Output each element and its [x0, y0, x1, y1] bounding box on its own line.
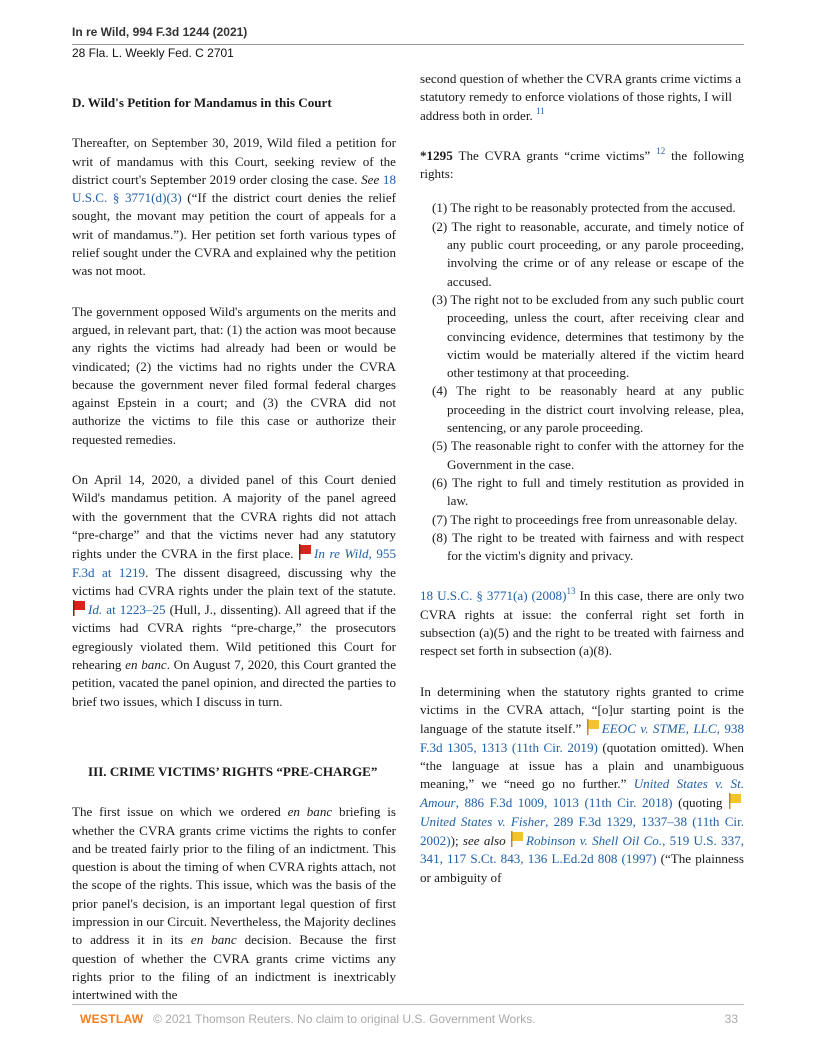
red-flag-icon[interactable] [72, 600, 86, 616]
text: The CVRA grants “crime victims” [458, 147, 651, 163]
citation-link[interactable]: United States v. Fisher, 289 F.3d 1329, 1337–38 (11th Cir. 2002) [420, 813, 744, 848]
footnote-link[interactable]: 11 [536, 105, 545, 116]
italic-term: en banc [287, 804, 333, 820]
footer-divider [72, 1004, 744, 1005]
citation-link[interactable]: Id. at 1223–25 [88, 602, 166, 618]
text: (“The plainness or ambiguity of [420, 851, 744, 885]
list-item: (3) The right not to be excluded from any such public court proceeding, unless the court, after receiving clear and convincing evidence, determines that testimony by the victim would be materially altered if the victim heard other testimony at that proceeding. [432, 291, 744, 381]
footer [72, 1012, 744, 1028]
section-heading-iii: III. CRIME VICTIMS’ RIGHTS “PRE-CHARGE” [88, 763, 378, 779]
copyright-notice: © 2021 Thomson Reuters. No claim to original U.S. Government Works. [153, 1012, 536, 1026]
yellow-flag-icon[interactable] [510, 831, 524, 847]
text: In determining when the statutory rights granted to crime victims in the CVRA attach, “[o]ur starting point is the language of the statute itself.” [420, 683, 744, 737]
document-title: In re Wild, 994 F.3d 1244 (2021) [72, 25, 248, 39]
paragraph [420, 587, 744, 660]
footnote-link[interactable]: 12 [656, 145, 666, 156]
citation-link[interactable]: In re Wild, 955 F.3d at 1219 [72, 546, 396, 580]
paragraph: The government opposed Wild's arguments on the merits and argued, in relevant part, that: (1) the action was moot because any rights the victims had already had been or would be vindicated; (2) the victims had no rights under the CVRA because the government never filed formal federal charges against Epstein in a court; and (3) the CVRA did not authorize the victims to file this case or authorize their requested remedies. [72, 303, 396, 447]
text: (quoting [678, 795, 723, 811]
text: Thereafter, on September 30, 2019, Wild filed a petition for writ of mandamus with this Court, seeking review of the district court's September 2019 order closing the case. [72, 135, 396, 187]
text: In this case, there are only two CVRA rights at issue: the conferral right set forth in subsection (a)(5) and the right to be treated with fairness and respect set forth in subsection (a)(8). [420, 588, 745, 659]
paragraph: In determining when the statutory rights granted to crime victims in the CVRA attach, “[o]ur starting point is the language of the statute itself.” EEOC v. STME, LLC, 938 F.3d 1305, 1313 (11th Cir. 2019) (quotation omitted). When “the language at issue has a plain and unambiguous meaning,” we “need go no further.” United States v. St. Amour, 886 F.3d 1009, 1013 (11th Cir. 2018) (quoting United States v. Fisher, 289 F.3d 1329, 1337–38 (11th Cir. 2002)); see also Robinson v. Shell Oil Co., 519 U.S. 337, 341, 117 S.Ct. 843, 136 L.Ed.2d 808 (1997) (“The plainness or ambiguity of [420, 683, 745, 885]
left-column [72, 70, 396, 1004]
paragraph [72, 803, 396, 1004]
text: (“If the district court denies the relief sought, the movant may petition the court of appeals for a writ of mandamus.”). Her petition set forth various types of relief sought under the CVRA and explained why the petition was not moot. [72, 190, 396, 279]
citation-link[interactable]: EEOC v. STME, LLC, 938 F.3d 1305, 1313 (11th Cir. 2019) [420, 721, 744, 755]
signal-see: See [361, 171, 380, 187]
text: decision. Because the first question of whether the CVRA grants crime victims any rights prior to the filing of an indictment is inextricably intertwined with the [72, 932, 396, 1003]
star-page-marker: *1295 [420, 147, 453, 163]
italic-term: en banc [190, 932, 237, 948]
italic-term: en banc [125, 657, 167, 673]
list-item: (1) The right to be reasonably protected from the accused. [432, 200, 736, 216]
paragraph [72, 134, 396, 280]
text: . On August 7, 2020, this Court granted the petition, vacated the panel opinion, and directed the parties to brief two issues, which I discuss in turn. [72, 657, 397, 709]
list-item: (8) The right to be treated with fairness and with respect for the victim's dignity and privacy. [432, 529, 744, 564]
red-flag-icon[interactable] [298, 544, 312, 560]
list-item: (5) The reasonable right to confer with the attorney for the Government in the case. [432, 438, 744, 472]
text: ; [454, 832, 459, 848]
yellow-flag-icon[interactable] [728, 793, 742, 809]
citation-link[interactable]: 18 U.S.C. § 3771(a) (2008) [420, 588, 567, 604]
list-item: (6) The right to full and timely restitution as provided in law. [432, 474, 744, 509]
list-item: (7) The right to proceedings free from unreasonable delay. [432, 511, 738, 527]
footnote-link[interactable]: 13 [566, 586, 576, 597]
right-column [420, 70, 744, 887]
header-divider [72, 44, 744, 45]
citation-link[interactable]: 18 U.S.C. § 3771(d)(3) [72, 171, 396, 206]
text: second question of whether the CVRA grants crime victims a statutory remedy to enforce violations of those rights, I will address both in order. [420, 71, 742, 123]
page-number: 33 [724, 1012, 738, 1026]
text: . The dissent disagreed, discussing why the victims had CVRA rights under the plain text of the statute. [72, 564, 396, 598]
list-item: (4) The right to be reasonably heard at any public proceeding in the district court involving release, plea, sentencing, or any parole proceeding. [432, 383, 744, 436]
paragraph [420, 147, 744, 184]
rights-list [420, 199, 744, 565]
paragraph [72, 471, 396, 711]
section-heading-d: D. Wild's Petition for Mandamus in this Court [72, 95, 332, 110]
text: The first issue on which we ordered [72, 804, 281, 820]
westlaw-logo: WESTLAW [80, 1012, 144, 1026]
text: On April 14, 2020, a divided panel of this Court denied Wild's mandamus petition. A majority of the panel agreed with the government that the CVRA rights did not attach “pre-charge” and that the victims never had any statutory rights under the CVRA in the first place. [72, 472, 396, 562]
list-item: (2) The right to reasonable, accurate, and timely notice of any public court proceeding, or any parole proceeding, involving the crime or of any release or escape of the accused. [432, 218, 744, 289]
signal-see-also: see also [462, 832, 506, 848]
text: (quotation omitted). When “the language at issue has a plain and unambiguous meaning,” we “need go no further.” [420, 739, 744, 792]
yellow-flag-icon[interactable] [586, 719, 600, 735]
citation-link[interactable]: United States v. St. Amour, 886 F.3d 1009, 1013 (11th Cir. 2018) [420, 776, 744, 811]
paragraph [420, 70, 744, 125]
text: (Hull, J., dissenting). All agreed that if the victims had CVRA rights “pre-charge,” the prosecutors egregiously violated them. Wild petitioned this Court for rehearing [72, 602, 396, 673]
document-citation: 28 Fla. L. Weekly Fed. C 2701 [72, 46, 234, 60]
text: the following rights: [420, 147, 744, 182]
citation-link[interactable]: Robinson v. Shell Oil Co., 519 U.S. 337, 341, 117 S.Ct. 843, 136 L.Ed.2d 808 (1997) [420, 832, 745, 867]
text: briefing is whether the CVRA grants crime victims the rights to confer and be treated fairly prior to the filing of an indictment. This question is about the timing of when CVRA rights attach, not the scope of the rights. This issue, which was the basis of the prior panel's decision, is an important legal question of first impression in our Circuit. Nevertheless, the Majority declines to address it in its [72, 804, 396, 948]
